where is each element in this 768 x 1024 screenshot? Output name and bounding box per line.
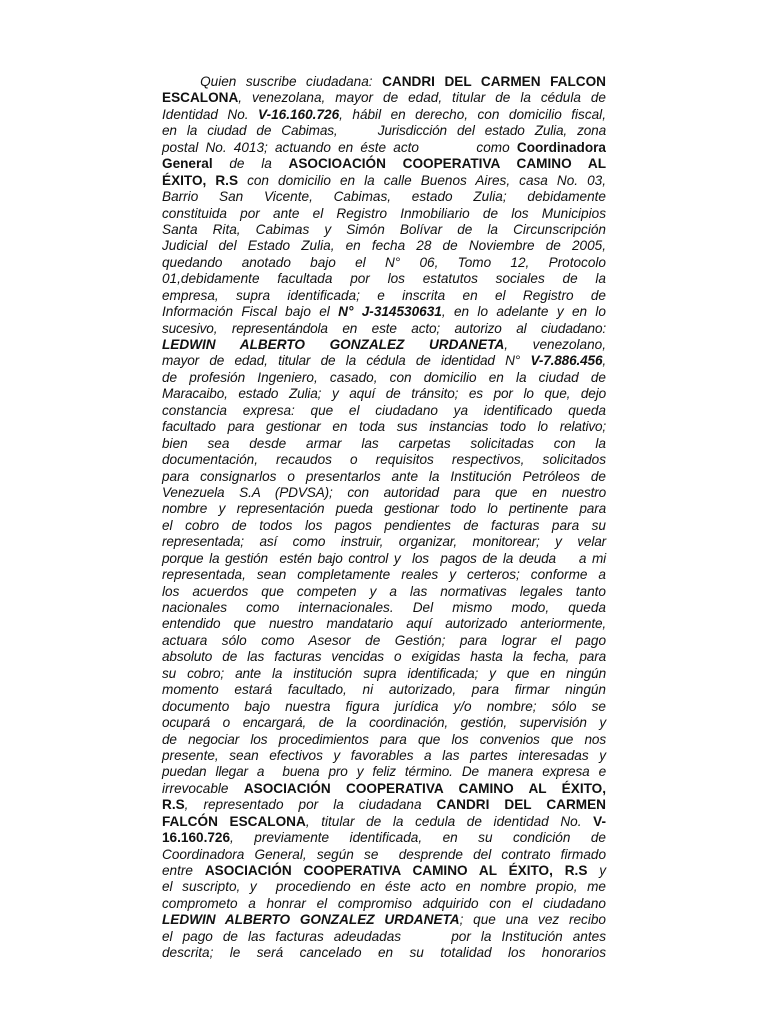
text-run: en la ciudad de Cabimas, Jurisdicción del estado Zulia, zona [162, 123, 606, 139]
text-run: , previamente identificada, en su condición de [230, 830, 606, 846]
text-run: , venezolana, mayor de edad, titular de la cédula de [238, 90, 606, 106]
bold-text-run: ESCALONA [162, 90, 239, 106]
text-run: mayor de edad, titular de la cédula de identidad N° [162, 353, 531, 369]
text-line [162, 123, 606, 139]
text-line [162, 847, 606, 863]
bold-text-run: ASOCIACIÓN COOPERATIVA CAMINO AL ÉXITO, R.S [204, 863, 588, 878]
text-run: los acuerdos que competen y a las normativas legales tanto [162, 583, 606, 599]
text-line [162, 666, 606, 682]
text-run: y [587, 863, 607, 878]
text-line [162, 584, 606, 600]
text-run: Santa Rita, Cabimas y Simón Bolívar de la Circunscripción [162, 221, 606, 237]
text-run: absoluto de las facturas vencidas o exigidas hasta la fecha, para [162, 649, 606, 665]
bold-text-run: General [162, 156, 213, 172]
bold-text-run: FALCÓN ESCALONA [162, 813, 306, 829]
text-line [162, 616, 606, 632]
text-run: descrita; le será cancelado en su totalidad los honorarios [162, 945, 606, 961]
text-line [162, 255, 606, 271]
text-run: postal No. 4013; actuando en éste acto como [162, 139, 517, 155]
text-run: Maracaibo, estado Zulia; y aquí de tránsito; es por lo que, dejo [162, 386, 606, 402]
text-line [162, 288, 606, 304]
text-line [162, 156, 606, 172]
text-run: , hábil en derecho, con domicilio fiscal, [339, 106, 606, 122]
bold-text-run: Coordinadora [516, 139, 606, 155]
text-line [162, 929, 606, 945]
text-line [162, 238, 606, 254]
text-line [162, 830, 606, 846]
text-line [162, 337, 606, 353]
text-line [162, 781, 606, 797]
text-run: Venezuela S.A (PDVSA); con autoridad para que en nuestro [162, 484, 606, 500]
text-run: Judicial del Estado Zulia, en fecha 28 de Noviembre de 2005, [162, 238, 606, 254]
text-run: , titular de la cedula de identidad No. [305, 813, 594, 829]
text-run: , venezolano, [504, 337, 606, 352]
text-line [162, 370, 606, 386]
text-run: , en lo adelante y en lo [441, 304, 606, 320]
text-line [162, 567, 606, 583]
text-line [162, 699, 606, 715]
text-run: su cobro; ante la institución supra identificada; y que en ningún [162, 665, 606, 681]
text-run: comprometo a honrar el compromiso adquirido con el ciudadano [162, 895, 606, 911]
text-run: irrevocable [162, 780, 244, 796]
text-run: de profesión Ingeniero, casado, con domicilio en la ciudad de [162, 369, 606, 385]
text-run: , [602, 353, 606, 369]
text-line [162, 633, 606, 649]
text-run: el suscripto, y procediendo en éste acto en nombre propio, me [162, 879, 606, 895]
text-line [162, 600, 606, 616]
text-run: nacionales como internacionales. Del mismo modo, queda [162, 600, 606, 615]
text-run: bien sea desde armar las carpetas solicitadas con la [162, 435, 606, 451]
text-line [162, 206, 606, 222]
text-line [162, 353, 606, 369]
text-run: Coordinadora General, según se desprende del contrato firmado [162, 846, 606, 862]
text-run: porque la gestión estén bajo control y los pagos de la deuda a mi [162, 550, 606, 566]
text-line [162, 748, 606, 764]
bold-text-run: V-16.160.726 [258, 106, 340, 122]
text-run: ; que una vez recibo [459, 912, 606, 928]
text-line [162, 912, 606, 928]
document-body [162, 74, 606, 962]
text-run: facultado para gestionar en toda sus instancias todo lo relativo; [162, 419, 606, 435]
text-line [162, 863, 606, 879]
text-line [162, 485, 606, 501]
text-line [162, 271, 606, 287]
text-line [162, 403, 606, 419]
bold-text-run: V-7.886.456 [530, 353, 603, 369]
text-run: representada; así como instruir, organizar, monitorear; y velar [162, 534, 606, 550]
text-line [162, 74, 606, 90]
text-run: para consignarlos o presentarlos ante la Institución Petróleos de [162, 468, 606, 484]
text-run: quedando anotado bajo el N° 06, Tomo 12, Protocolo [162, 254, 606, 270]
bold-text-run: V- [593, 813, 607, 829]
text-run: momento estará facultado, ni autorizado, para firmar ningún [162, 682, 606, 698]
text-run: Información Fiscal bajo el [162, 304, 339, 320]
text-run: entre [162, 863, 205, 878]
text-line [162, 715, 606, 731]
text-line [162, 452, 606, 468]
text-line [162, 419, 606, 435]
text-line [162, 304, 606, 320]
text-run: entendido que nuestro mandatario aquí autorizado anteriormente, [162, 616, 606, 632]
text-line [162, 107, 606, 123]
bold-text-run: ASOCIACIÓN COOPERATIVA CAMINO AL ÉXITO, [243, 780, 607, 796]
text-run: actuara sólo como Asesor de Gestión; para lograr el pago [162, 632, 606, 648]
bold-text-run: CANDRI DEL CARMEN [436, 797, 606, 813]
bold-text-run: ÉXITO, R.S [162, 172, 239, 188]
bold-text-run: LEDWIN ALBERTO GONZALEZ URDANETA [162, 912, 460, 928]
text-run: sucesivo, representándola en este acto; autorizo al ciudadano: [162, 320, 606, 336]
text-line [162, 321, 606, 337]
text-run: de la [212, 156, 289, 172]
text-line [162, 649, 606, 665]
text-line [162, 222, 606, 238]
text-run: el pago de las facturas adeudadas por la Institución antes [162, 928, 606, 944]
text-run: 01,debidamente facultada por los estatutos sociales de la [162, 271, 606, 287]
text-line [162, 764, 606, 780]
text-line [162, 90, 606, 106]
text-line [162, 140, 606, 156]
text-run: Quien suscribe ciudadana: [162, 74, 383, 89]
text-run: constituida por ante el Registro Inmobiliario de los Municipios [162, 205, 606, 221]
text-line [162, 551, 606, 567]
text-run: con domicilio en la calle Buenos Aires, casa No. 03, [238, 172, 606, 188]
text-line [162, 797, 606, 813]
text-run: empresa, supra identificada; e inscrita en el Registro de [162, 287, 606, 303]
text-line [162, 189, 606, 205]
text-line [162, 732, 606, 748]
text-run: nombre y representación pueda gestionar todo lo pertinente para [162, 501, 606, 517]
bold-text-run: CANDRI DEL CARMEN FALCON [382, 74, 606, 89]
text-run: representada, sean completamente reales y certeros; conforme a [162, 567, 606, 583]
text-run: documento bajo nuestra figura jurídica y/o nombre; sólo se [162, 698, 606, 714]
text-run: Barrio San Vicente, Cabimas, estado Zulia; debidamente [162, 189, 606, 205]
text-run: presente, sean efectivos y favorables a las partes interesadas y [162, 747, 606, 763]
text-line [162, 945, 606, 961]
text-line [162, 534, 606, 550]
text-run: , representado por la ciudadana [184, 797, 437, 813]
text-run: el cobro de todos los pagos pendientes de facturas para su [162, 517, 606, 533]
bold-text-run: N° J-314530631 [338, 304, 442, 320]
text-run: de negociar los procedimientos para que los convenios que nos [162, 731, 606, 747]
text-line [162, 173, 606, 189]
text-line [162, 879, 606, 895]
text-run: Identidad No. [162, 106, 259, 122]
text-line [162, 469, 606, 485]
bold-text-run: ASOCIOACIÓN COOPERATIVA CAMINO AL [288, 156, 607, 172]
text-line [162, 386, 606, 402]
bold-text-run: LEDWIN ALBERTO GONZALEZ URDANETA [162, 337, 505, 352]
text-line [162, 682, 606, 698]
text-run: puedan llegar a buena pro y feliz término. De manera expresa e [162, 764, 606, 780]
text-line [162, 814, 606, 830]
text-line [162, 518, 606, 534]
text-run: ocupará o encargará, de la coordinación, gestión, supervisión y [162, 715, 606, 731]
text-run: constancia expresa: que el ciudadano ya identificado queda [162, 402, 606, 418]
bold-text-run: R.S [162, 797, 185, 813]
text-line [162, 436, 606, 452]
bold-text-run: 16.160.726 [162, 830, 231, 846]
text-line [162, 501, 606, 517]
text-run: documentación, recaudos o requisitos respectivos, solicitados [162, 452, 606, 468]
text-line [162, 896, 606, 912]
